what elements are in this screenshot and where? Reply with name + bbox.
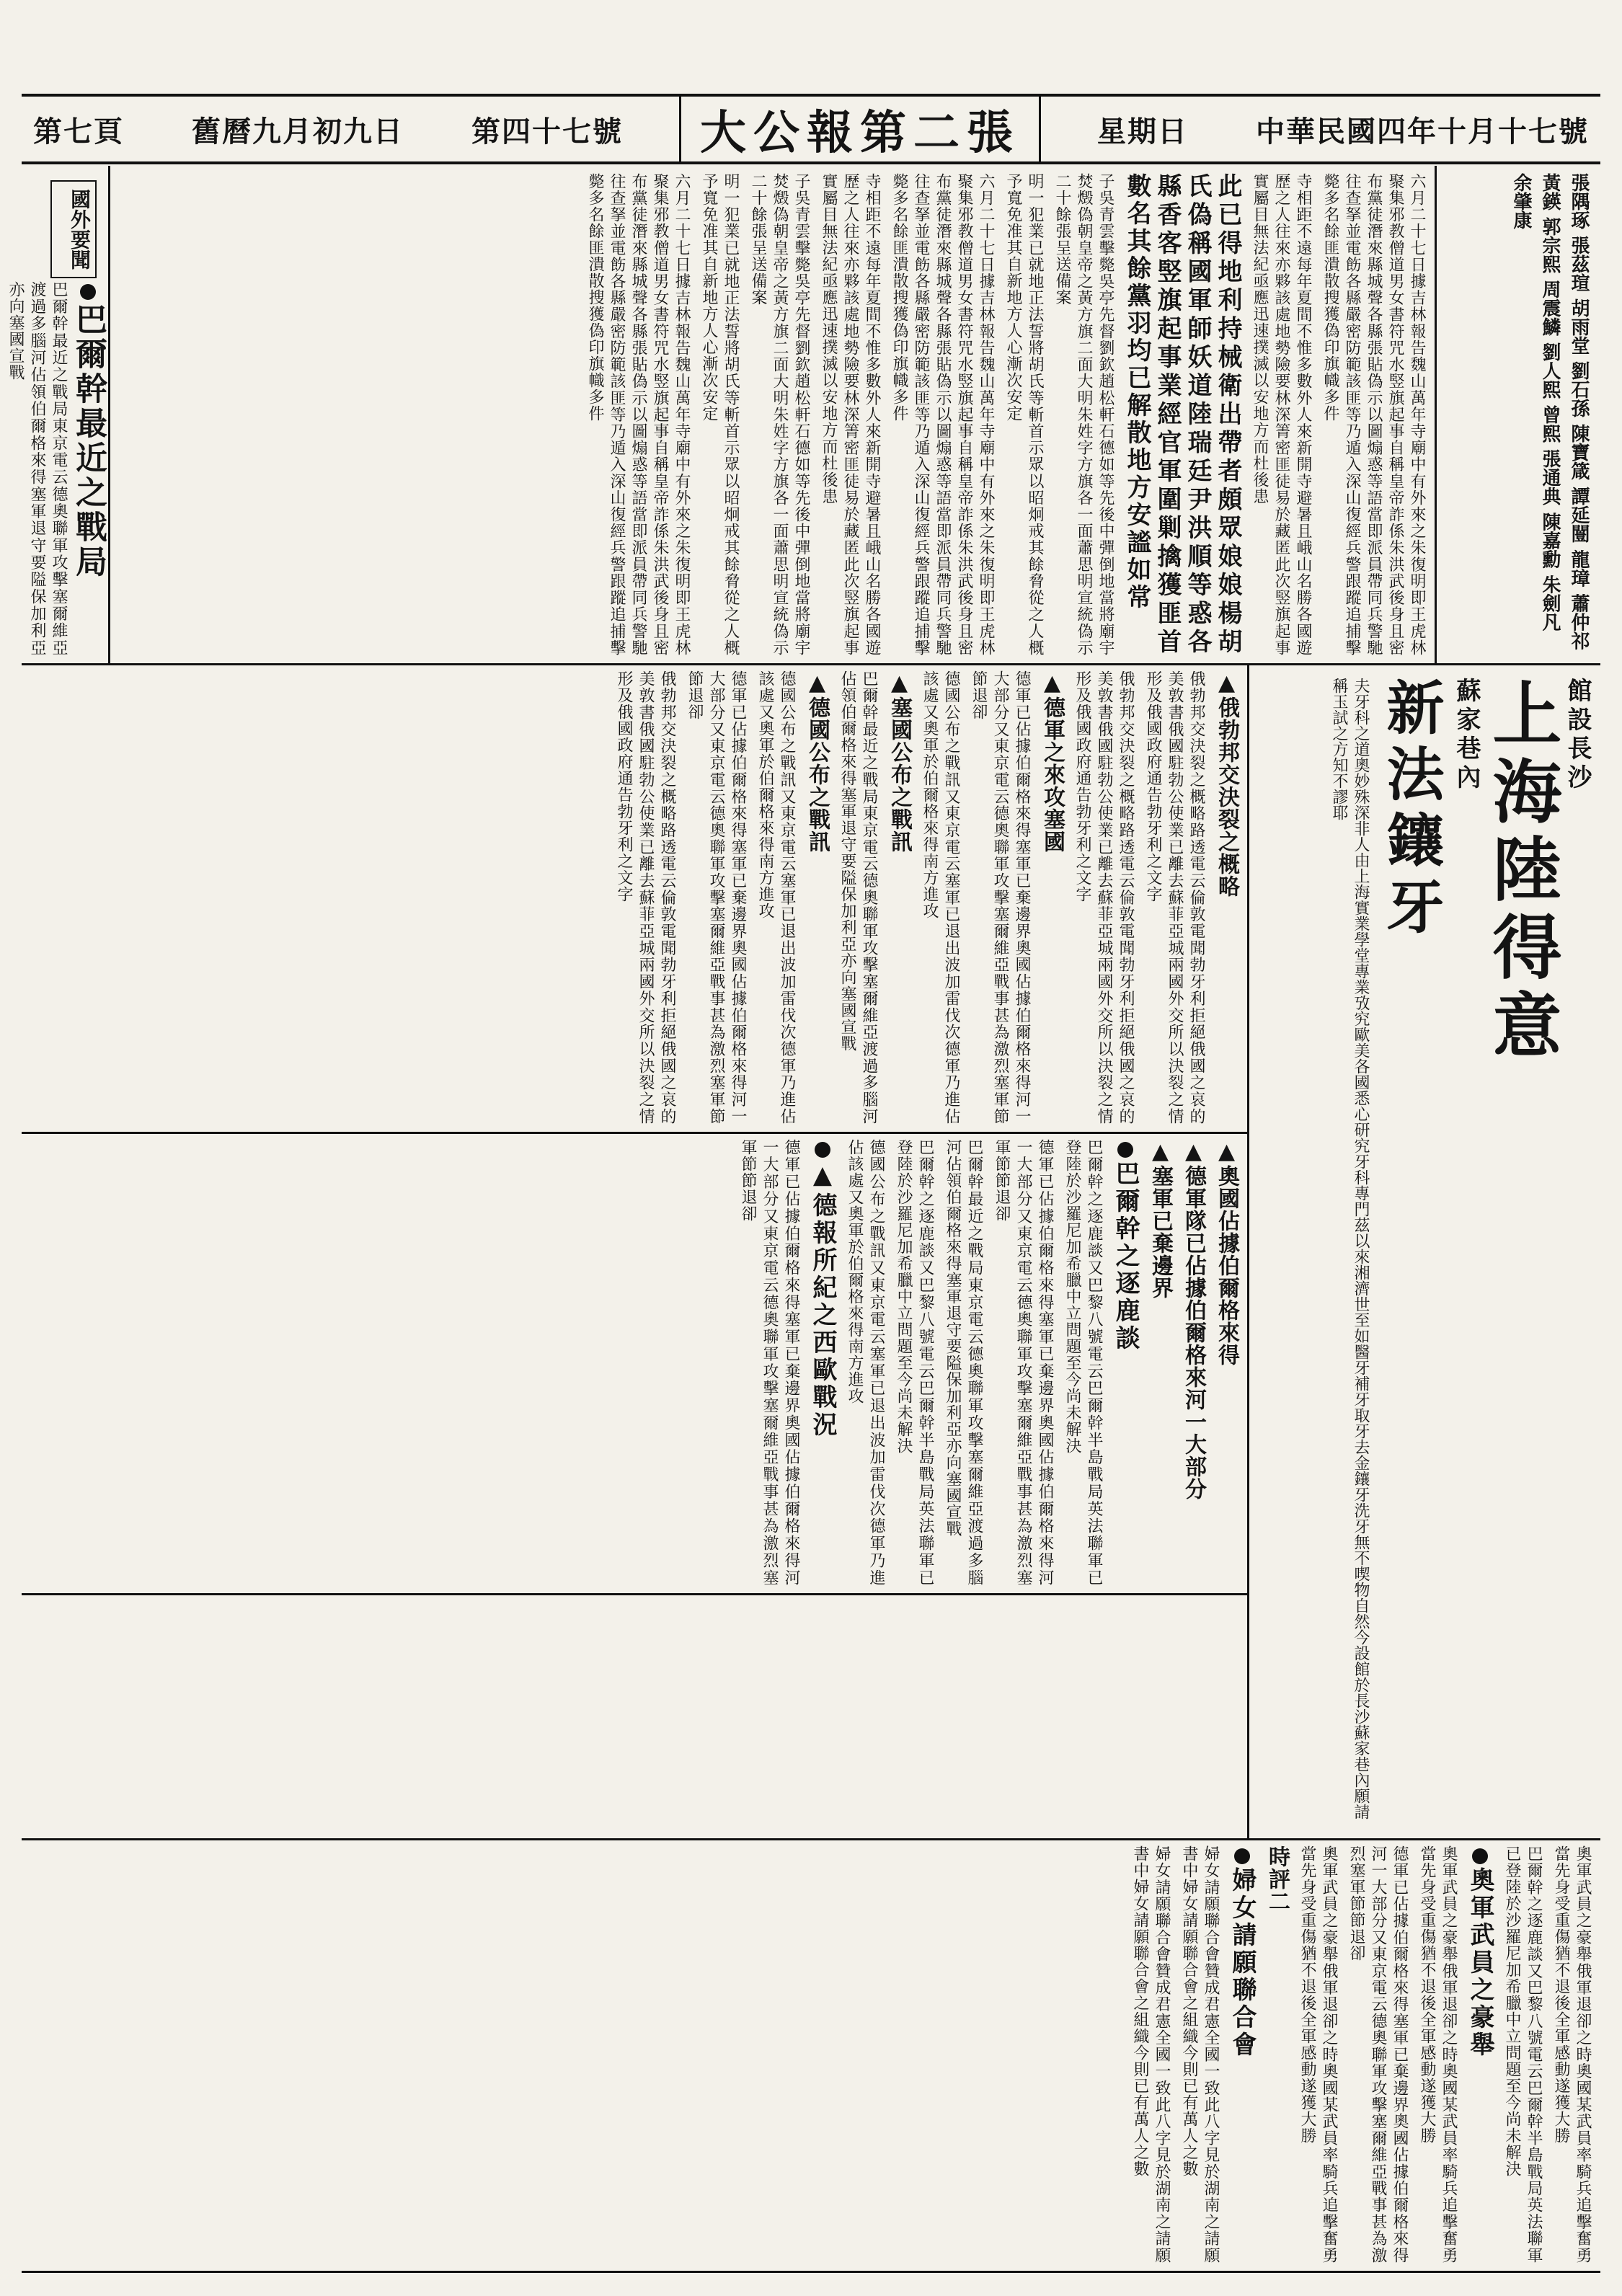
article-text: 六月二十七日據吉林報告魏山萬年寺廟中有外來之朱復明即王虎林聚集邪教僧道男女書符咒水竪旗起事自稱皇帝詐係朱洪武後身且密布黨徒潛來縣城聲各縣張貼偽示以圖煽惑等語當即派員帶同兵警馳往查拏並電飭各縣嚴密防範該匪等乃遁入深山復經兵警跟蹤追捕擊斃多名餘匪潰散搜獲偽印旗幟多件	[1321, 173, 1426, 656]
article-text: 寺相距不遠每年夏間不惟多數外人來新開寺避暑且峨山名勝各國遊歷之人往來亦夥該處地勢險要林深箐密匪徒易於藏匿此次竪旗起事實屬目無法紀亟應迅速撲滅以安地方而杜後患	[1251, 173, 1312, 656]
article-text: 巴爾幹之逐鹿談又巴黎八號電云巴爾幹半島戰局英法聯軍已登陸於沙羅尼加希臘中立問題至今尚未解決	[895, 1139, 934, 1586]
article-text: 俄勃邦交決裂之概略路透電云倫敦電聞勃牙利拒絕俄國之哀的美敦書俄國駐勃公使業已離去蘇菲亞城兩國外交所以決裂之情形及俄國政府通告勃牙利之文字	[1144, 670, 1205, 1125]
row-divider-2	[22, 1132, 1247, 1134]
ad-address: 蘇家巷內	[1452, 678, 1481, 793]
article-text: 明一犯業已就地正法誓將胡氏等斬首示眾以昭炯戒其餘脅從之人概予寬免准其自新地方人心漸次安定	[1004, 173, 1044, 656]
headline: ▲德軍之來攻塞國	[1040, 670, 1065, 853]
article-text: 奧軍武員之豪舉俄軍退卻之時奧國某武員率騎兵追擊奮勇當先身受重傷猶不退後全軍感動遂獲大勝	[1552, 1845, 1592, 2264]
section-headline: 婦女請願聯合會	[1227, 1845, 1257, 2264]
names-divider	[1435, 166, 1437, 663]
name-item: 朱劍凡	[1539, 575, 1561, 631]
name-item: 張通典	[1539, 449, 1561, 506]
article-text: 巴爾幹最近之戰局東京電云德奧聯軍攻擊塞爾維亞渡過多腦河佔領伯爾格來得塞軍退守要隘保加利亞亦向塞國宣戰	[944, 1139, 983, 1586]
article-text: 寺相距不遠每年夏間不惟多數外人來新開寺避暑且峨山名勝各國遊歷之人往來亦夥該處地勢險要林深箐密匪徒易於藏匿此次竪旗起事實屬目無法紀亟應迅速撲滅以安地方而杜後患	[820, 173, 881, 656]
lower-articles	[29, 1139, 1240, 1586]
article-text: 德軍已佔據伯爾格來得塞軍已棄邊界奧國佔據伯爾格來得河一大部分又東京電云德奧聯軍攻擊塞爾維亞戰事甚為激烈塞軍節節退卻	[1347, 1845, 1409, 2264]
article-text: 德軍已佔據伯爾格來得塞軍已棄邊界奧國佔據伯爾格來得河一大部分又東京電云德奧聯軍攻擊塞爾維亞戰事甚為激烈塞軍節節退卻	[686, 670, 747, 1125]
dentist-advertisement	[1258, 678, 1593, 1831]
headline: ▲塞軍已棄邊界	[1148, 1139, 1173, 1299]
article-text: 婦女請願聯合會贊成君憲全國一致此八字見於湖南之請願書中婦女請願聯合會之組織今則已有萬人之數	[1180, 1845, 1220, 2264]
lunar-date: 舊曆九月初九日	[192, 114, 404, 149]
bulgaria-column	[6, 281, 107, 656]
article-text: 德軍已佔據伯爾格來得塞軍已棄邊界奧國佔據伯爾格來得河一大部分又東京電云德奧聯軍攻擊塞爾維亞戰事甚為激烈塞軍節節退卻	[993, 1139, 1054, 1586]
name-item: 張隅琢	[1568, 173, 1590, 229]
bulgaria-headline: 巴爾幹最近之戰局	[70, 281, 107, 580]
ad-branch: 館設長沙	[1563, 678, 1592, 793]
article-text: 巴爾幹最近之戰局東京電云德奧聯軍攻擊塞爾維亞渡過多腦河佔領伯爾格來得塞軍退守要隘保加利亞亦向塞國宣戰	[838, 670, 878, 1125]
republic-date: 中華民國四年十月十七號	[1256, 114, 1589, 149]
article-text: 德國公布之戰訊又東京電云塞軍已退出波加雷伐次德軍乃進佔該處又奧軍於伯爾格來得南方進攻	[756, 670, 796, 1125]
page-number: 第七頁	[33, 114, 124, 149]
name-item: 胡雨堂	[1568, 298, 1590, 355]
section-headline: 巴爾幹之逐鹿談	[1110, 1139, 1140, 1586]
headline: ▲德國公布之戰訊	[805, 670, 830, 853]
article-text: 巴爾幹之逐鹿談又巴黎八號電云巴爾幹半島戰局英法聯軍已登陸於沙羅尼加希臘中立問題至今尚未解決	[1503, 1845, 1543, 2264]
headline: ▲奧國佔據伯爾格來得	[1214, 1139, 1239, 1366]
name-item: 陳嘉勳	[1539, 512, 1561, 569]
name-item: 余肇康	[1510, 173, 1532, 229]
name-item: 張茲瑄	[1568, 236, 1590, 293]
article-text: 子吳青雲擊斃吳亭先督劉欽趙松軒石德如等先後中彈倒地當將廟宇焚燬偽朝皇帝之黃方旗二面大明朱姓字方旗各一面蕭思明宣統偽示二十餘張呈送備案	[749, 173, 810, 656]
article-text: 俄勃邦交決裂之概略路透電云倫敦電聞勃牙利拒絕俄國之哀的美敦書俄國駐勃公使業已離去蘇菲亞城兩國外交所以決裂之情形及俄國政府通告勃牙利之文字	[615, 670, 676, 1125]
foreign-news-box: 國外要聞	[50, 180, 97, 278]
article-text: 子吳青雲擊斃吳亭先督劉欽趙松軒石德如等先後中彈倒地當將廟宇焚燬偽朝皇帝之黃方旗二面大明朱姓字方旗各一面蕭思明宣統偽示二十餘張呈送備案	[1053, 173, 1114, 656]
middle-articles	[29, 670, 1240, 1125]
masthead	[22, 94, 1600, 164]
ad-text: 夫牙科之道奧妙殊深非人由上海實業學堂專業攷究歐美各國悉心研究牙科專門茲以來湘濟世至如醫牙補牙取牙去金鑲牙洗牙無不喫物自然今設館於長沙蘇家巷內願請稱玉試之方知不謬耶	[1330, 678, 1370, 1819]
issue-number: 第四十七號	[471, 114, 623, 149]
row-divider-4	[22, 1838, 1600, 1840]
section-headline: 奧軍武員之豪舉	[1465, 1845, 1495, 2264]
section-headline: ▲德報所紀之西歐戰況	[807, 1139, 838, 1586]
newspaper-page	[6, 29, 1600, 2271]
article-text: 六月二十七日據吉林報告魏山萬年寺廟中有外來之朱復明即王虎林聚集邪教僧道男女書符咒水竪旗起事自稱皇帝詐係朱洪武後身且密布黨徒潛來縣城聲各縣張貼偽示以圖煽惑等語當即派員帶同兵警馳往查拏並電飭各縣嚴密防範該匪等乃遁入深山復經兵警跟蹤追捕擊斃多名餘匪潰散搜獲偽印旗幟多件	[586, 173, 691, 656]
row-divider-1	[22, 663, 1600, 665]
article-text: 奧軍武員之豪舉俄軍退卻之時奧國某武員率騎兵追擊奮勇當先身受重傷猶不退後全軍感動遂獲大勝	[1298, 1845, 1338, 2264]
article-text: 婦女請願聯合會贊成君憲全國一致此八字見於湖南之請願書中婦女請願聯合會之組織今則已有萬人之數	[1131, 1845, 1171, 2264]
article-text: 明一犯業已就地正法誓將胡氏等斬首示眾以昭炯戒其餘脅從之人概予寬免准其自新地方人心漸次安定	[700, 173, 740, 656]
article-text: 德國公布之戰訊又東京電云塞軍已退出波加雷伐次德軍乃進佔該處又奧軍於伯爾格來得南方進攻	[921, 670, 960, 1125]
article-text: 德軍已佔據伯爾格來得塞軍已棄邊界奧國佔據伯爾格來得河一大部分又東京電云德奧聯軍攻擊塞爾維亞戰事甚為激烈塞軍節節退卻	[970, 670, 1031, 1125]
bulgaria-divider	[108, 166, 110, 663]
bullet-icon	[1472, 1848, 1488, 1864]
ad-divider	[1247, 663, 1249, 1838]
article-text: 六月二十七日據吉林報告魏山萬年寺廟中有外來之朱復明即王虎林聚集邪教僧道男女書符咒水竪旗起事自稱皇帝詐係朱洪武後身且密布黨徒潛來縣城聲各縣張貼偽示以圖煽惑等語當即派員帶同兵警馳往查拏並電飭各縣嚴密防範該匪等乃遁入深山復經兵警跟蹤追捕擊斃多名餘匪潰散搜獲偽印旗幟多件	[890, 173, 995, 656]
name-item: 周震鱗	[1539, 280, 1561, 337]
names-list	[1445, 173, 1593, 656]
name-item: 郭宗熙	[1539, 217, 1561, 274]
row-divider-3	[22, 1593, 1247, 1595]
ad-product: 新法鑲牙	[1377, 678, 1445, 943]
bullet-icon	[1117, 1142, 1133, 1158]
column-rule-label: 時評二	[1264, 1845, 1290, 1912]
article-text: 巴爾幹之逐鹿談又巴黎八號電云巴爾幹半島戰局英法聯軍已登陸於沙羅尼加希臘中立問題至今尚未解決	[1063, 1139, 1103, 1586]
ad-shop-name: 上海陸得意	[1481, 678, 1563, 1067]
name-item: 劉人熙	[1539, 342, 1561, 399]
article-grid	[6, 166, 1600, 2273]
article-text: 德國公布之戰訊又東京電云塞軍已退出波加雷伐次德軍乃進佔該處又奧軍於伯爾格來得南方進攻	[846, 1139, 885, 1586]
newspaper-title: 大公報第二張	[679, 96, 1041, 162]
bullet-icon	[815, 1142, 830, 1158]
name-item: 劉石孫	[1568, 361, 1590, 418]
name-item: 譚延闓	[1568, 487, 1590, 544]
name-item: 蕭仲祁	[1568, 593, 1590, 650]
name-item: 黃鍈	[1539, 173, 1561, 210]
name-item: 曾熙	[1539, 405, 1561, 443]
name-item: 龍璋	[1568, 549, 1590, 588]
headline: ▲德軍隊已佔據伯爾格來河一大部分	[1181, 1139, 1206, 1500]
bottom-articles	[29, 1845, 1593, 2264]
bullet-icon	[80, 284, 96, 300]
top-article	[123, 173, 1427, 656]
article-text: 巴爾幹最近之戰局東京電云德奧聯軍攻擊塞爾維亞渡過多腦河佔領伯爾格來得塞軍退守要隘保加利亞亦向塞國宣戰	[6, 281, 68, 656]
headline: ▲塞國公布之戰訊	[887, 670, 912, 853]
article-text: 奧軍武員之豪舉俄軍退卻之時奧國某武員率騎兵追擊奮勇當先身受重傷猶不退後全軍感動遂獲大勝	[1418, 1845, 1458, 2264]
name-item: 陳寶箴	[1568, 424, 1590, 481]
weekday: 星期日	[1097, 114, 1188, 149]
article-text: 德軍已佔據伯爾格來得塞軍已棄邊界奧國佔據伯爾格來得河一大部分又東京電云德奧聯軍攻擊塞爾維亞戰事甚為激烈塞軍節節退卻	[739, 1139, 800, 1586]
headline: ▲俄勃邦交決裂之概略	[1214, 670, 1239, 897]
article-headline: 此已得地利持械衛出帶者頗眾娘娘楊胡氏偽稱國軍師妖道陸瑞廷尹洪順等惑各縣香客竪旗起事業經官軍圍剿擒獲匪首數名其餘黨羽均已解散地方安謐如常	[1122, 173, 1242, 656]
bullet-icon	[1234, 1848, 1250, 1864]
article-text: 俄勃邦交決裂之概略路透電云倫敦電聞勃牙利拒絕俄國之哀的美敦書俄國駐勃公使業已離去蘇菲亞城兩國外交所以決裂之情形及俄國政府通告勃牙利之文字	[1073, 670, 1135, 1125]
